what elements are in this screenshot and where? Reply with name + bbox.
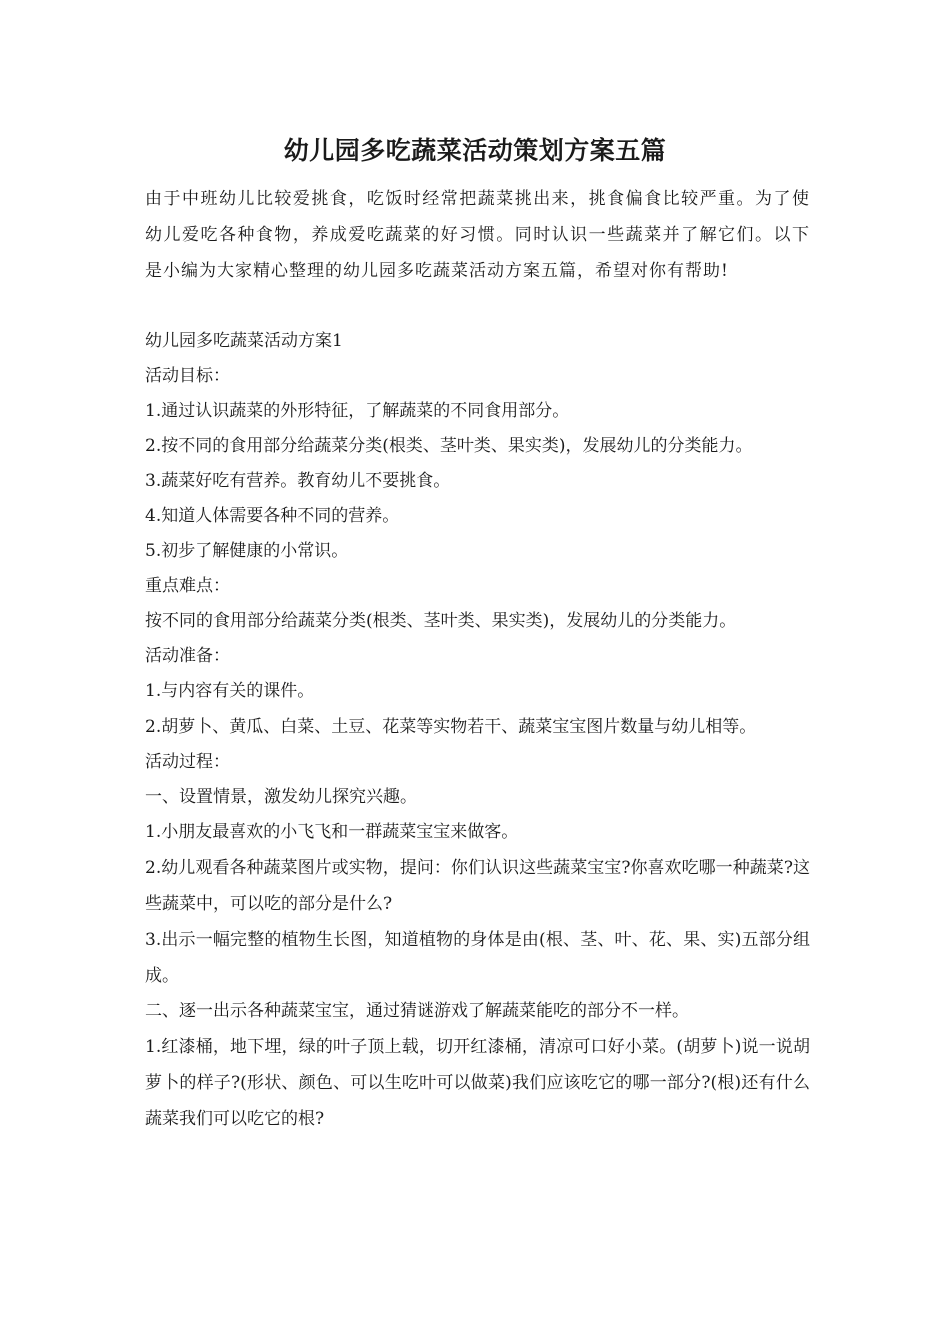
preparation-item: 1.与内容有关的课件。 xyxy=(145,681,315,701)
goal-item: 2.按不同的食用部分给蔬菜分类(根类、茎叶类、果实类)，发展幼儿的分类能力。 xyxy=(145,436,753,456)
section-heading: 幼儿园多吃蔬菜活动方案1 xyxy=(145,331,343,351)
document-body xyxy=(145,181,810,1137)
preparation-heading: 活动准备： xyxy=(145,646,230,666)
process-step-heading: 一、设置情景，激发幼儿探究兴趣。 xyxy=(145,787,417,807)
page-title: 幼儿园多吃蔬菜活动策划方案五篇 xyxy=(283,136,667,165)
process-item: 1.红漆桶，地下埋，绿的叶子顶上载，切开红漆桶，清凉可口好小菜。(胡萝卜)说一说胡萝卜的样子?(形状、颜色、可以生吃叶可以做菜)我们应该吃它的哪一部分?(根)还有什么蔬菜我们可以吃它的根? xyxy=(145,1037,810,1129)
process-item: 1.小朋友最喜欢的小飞飞和一群蔬菜宝宝来做客。 xyxy=(145,822,519,842)
goal-item: 4.知道人体需要各种不同的营养。 xyxy=(145,506,400,526)
goal-item: 1.通过认识蔬菜的外形特征，了解蔬菜的不同食用部分。 xyxy=(145,401,570,421)
key-points-heading: 重点难点： xyxy=(145,576,230,596)
process-item: 2.幼儿观看各种蔬菜图片或实物，提问：你们认识这些蔬菜宝宝?你喜欢吃哪一种蔬菜?这些蔬菜中，可以吃的部分是什么? xyxy=(145,858,810,914)
key-points-text: 按不同的食用部分给蔬菜分类(根类、茎叶类、果实类)，发展幼儿的分类能力。 xyxy=(145,611,737,631)
process-heading: 活动过程： xyxy=(145,752,230,772)
paragraph-spacer xyxy=(145,289,810,324)
process-item: 3.出示一幅完整的植物生长图，知道植物的身体是由(根、茎、叶、花、果、实)五部分组成。 xyxy=(145,930,810,986)
intro-paragraph: 由于中班幼儿比较爱挑食，吃饭时经常把蔬菜挑出来，挑食偏食比较严重。为了使幼儿爱吃各种食物，养成爱吃蔬菜的好习惯。同时认识一些蔬菜并了解它们。以下是小编为大家精心整理的幼儿园多吃蔬菜活动方案五篇，希望对你有帮助! xyxy=(145,189,810,281)
goals-heading: 活动目标： xyxy=(145,366,230,386)
process-step-heading: 二、逐一出示各种蔬菜宝宝，通过猜谜游戏了解蔬菜能吃的部分不一样。 xyxy=(145,1001,689,1021)
goal-item: 5.初步了解健康的小常识。 xyxy=(145,541,349,561)
preparation-item: 2.胡萝卜、黄瓜、白菜、土豆、花菜等实物若干、蔬菜宝宝图片数量与幼儿相等。 xyxy=(145,717,757,737)
goal-item: 3.蔬菜好吃有营养。教育幼儿不要挑食。 xyxy=(145,471,451,491)
